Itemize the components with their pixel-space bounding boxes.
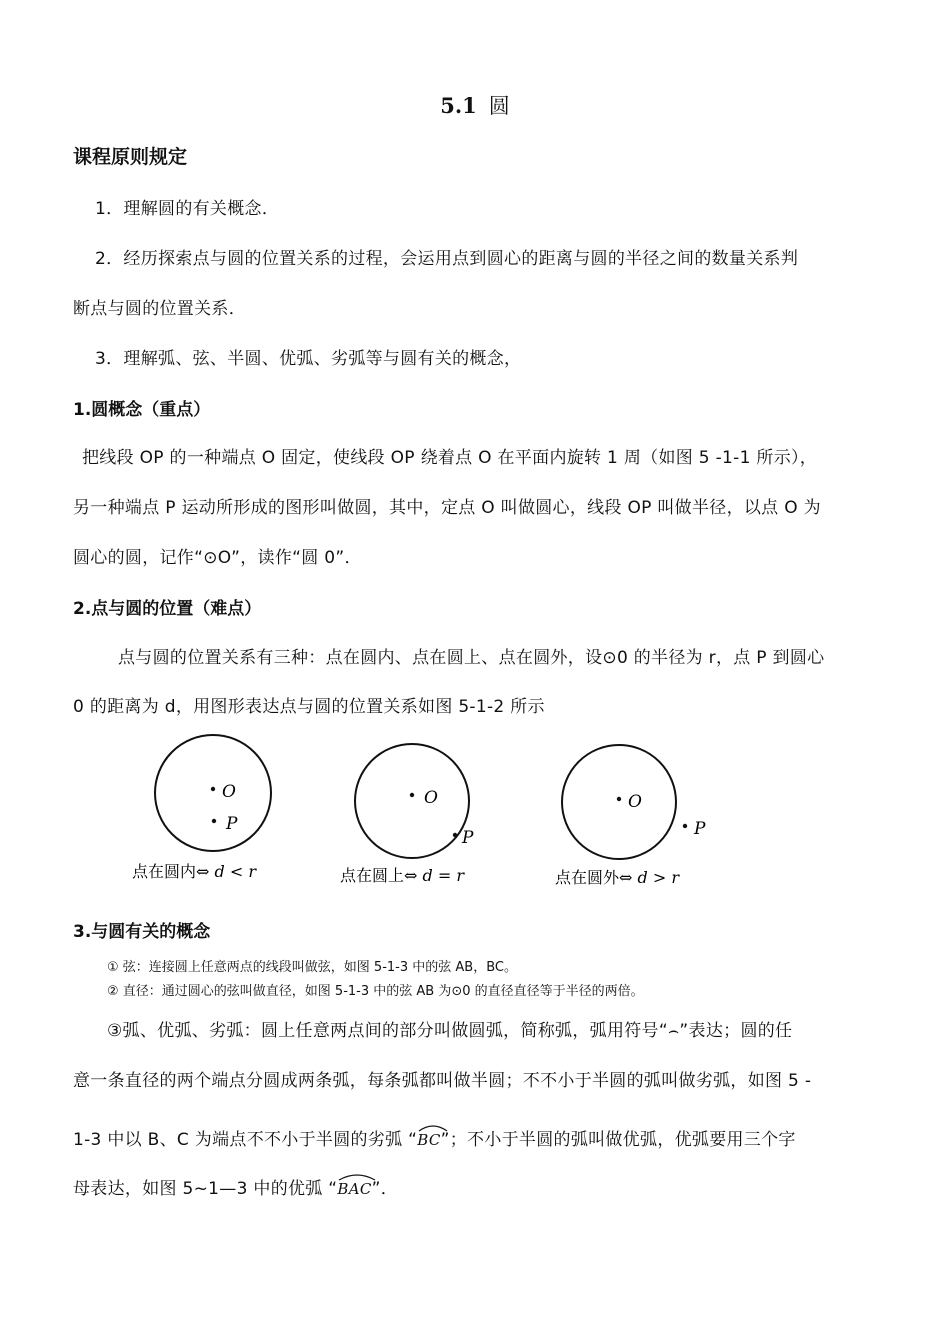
panel-outside xyxy=(555,745,706,887)
center-dot-2 xyxy=(410,793,414,797)
arc-line-3 xyxy=(73,1125,796,1150)
arc-line-1: ③弧、优弧、劣弧：圆上任意两点间的部分叫做圆弧，简称弧，弧用符号“⌢”表达；圆的任 xyxy=(107,1021,793,1041)
caption-3 xyxy=(555,868,680,887)
arc-line-3-after: ”；不小于半圆的弧叫做优弧，优弧要用三个字 xyxy=(440,1130,796,1150)
requirement-3: 3．理解弧、弦、半圆、优弧、劣弧等与圆有关的概念， xyxy=(95,349,522,369)
chord-definition: ① 弦：连接圆上任意两点的线段叫做弦，如图 5-1-3 中的弦 AB，BC。 xyxy=(107,960,517,975)
center-label-1: O xyxy=(222,782,236,802)
major-arc-mark xyxy=(337,1179,371,1199)
point-label-2: P xyxy=(462,828,474,848)
page-title xyxy=(0,90,950,120)
relation-2: ⇔ d = r xyxy=(404,866,464,885)
center-dot-1 xyxy=(211,787,215,791)
point-dot-3 xyxy=(683,824,687,828)
arc-line-3-before: 1-3 中以 B、C 为端点不不小于半圆的劣弧 “ xyxy=(73,1130,418,1150)
concept2-line-1: 点与圆的位置关系有三种：点在圆内、点在圆上、点在圆外，设⊙0 的半径为 r，点 P 到圆心 xyxy=(118,648,825,668)
arc-line-4 xyxy=(73,1174,398,1199)
figure-5-1-2 xyxy=(110,725,750,895)
circle-3 xyxy=(562,745,676,859)
panel-on xyxy=(340,744,474,885)
relation-3: ⇔ d > r xyxy=(619,868,679,887)
major-arc-label: BAC xyxy=(337,1180,372,1198)
circle-1 xyxy=(155,735,271,851)
caption-text-2: 点在圆上 xyxy=(340,866,405,885)
center-dot-3 xyxy=(617,797,621,801)
section-header: 课程原则规定 xyxy=(73,146,188,168)
concept1-line-1: 把线段 OP 的一种端点 O 固定，使线段 OP 绕着点 O 在平面内旋转 1 周（如图 5 -1-1 所示）， xyxy=(82,448,818,468)
requirement-2: 2．经历探索点与圆的位置关系的过程，会运用点到圆心的距离与圆的半径之间的数量关系判 xyxy=(95,249,799,269)
concept1-line-3: 圆心的圆，记作“⊙O”，读作“圆 0”． xyxy=(73,548,362,568)
arc-line-4-before: 母表达，如图 5~1—3 中的优弧 “ xyxy=(73,1179,338,1199)
requirement-1: 1．理解圆的有关概念． xyxy=(95,199,280,219)
diameter-definition: ② 直径：通过圆心的弦叫做直径，如图 5-1-3 中的弦 AB 为⊙0 的直径直径等于半径的两倍。 xyxy=(107,984,644,999)
title-number: 5.1 xyxy=(440,93,477,118)
center-label-2: O xyxy=(424,788,438,808)
point-label-1: P xyxy=(226,814,238,834)
arc-overline-icon xyxy=(417,1124,449,1132)
point-circle-diagram xyxy=(110,725,750,895)
circle-2 xyxy=(355,744,469,858)
concept3-heading: 3.与圆有关的概念 xyxy=(73,922,211,942)
caption-text-3: 点在圆外 xyxy=(555,868,620,887)
arc-overline-icon xyxy=(337,1173,377,1181)
minor-arc-mark xyxy=(417,1130,440,1150)
requirement-2-cont: 断点与圆的位置关系． xyxy=(73,299,246,319)
title-text: 圆 xyxy=(488,94,510,118)
panel-inside xyxy=(132,735,271,881)
arc-line-4-after: ”． xyxy=(371,1179,399,1199)
caption-1 xyxy=(132,862,257,881)
concept2-line-2: 0 的距离为 d，用图形表达点与圆的位置关系如图 5-1-2 所示 xyxy=(73,697,545,717)
relation-1: ⇔ d < r xyxy=(196,862,256,881)
arc-line-2: 意一条直径的两个端点分圆成两条弧，每条弧都叫做半圆；不不小于半圆的弧叫做劣弧，如图 5 - xyxy=(73,1071,812,1091)
concept2-heading: 2.点与圆的位置（难点） xyxy=(73,599,262,619)
point-dot-2 xyxy=(453,833,457,837)
point-dot-1 xyxy=(212,819,216,823)
caption-2 xyxy=(340,866,465,885)
caption-text-1: 点在圆内 xyxy=(132,862,197,881)
center-label-3: O xyxy=(628,792,642,812)
concept1-heading: 1.圆概念（重点） xyxy=(73,400,211,420)
minor-arc-label: BC xyxy=(417,1131,441,1149)
point-label-3: P xyxy=(694,819,706,839)
concept1-line-2: 另一种端点 P 运动所形成的图形叫做圆，其中，定点 O 叫做圆心，线段 OP 叫做半径，以点 O 为 xyxy=(73,498,821,518)
